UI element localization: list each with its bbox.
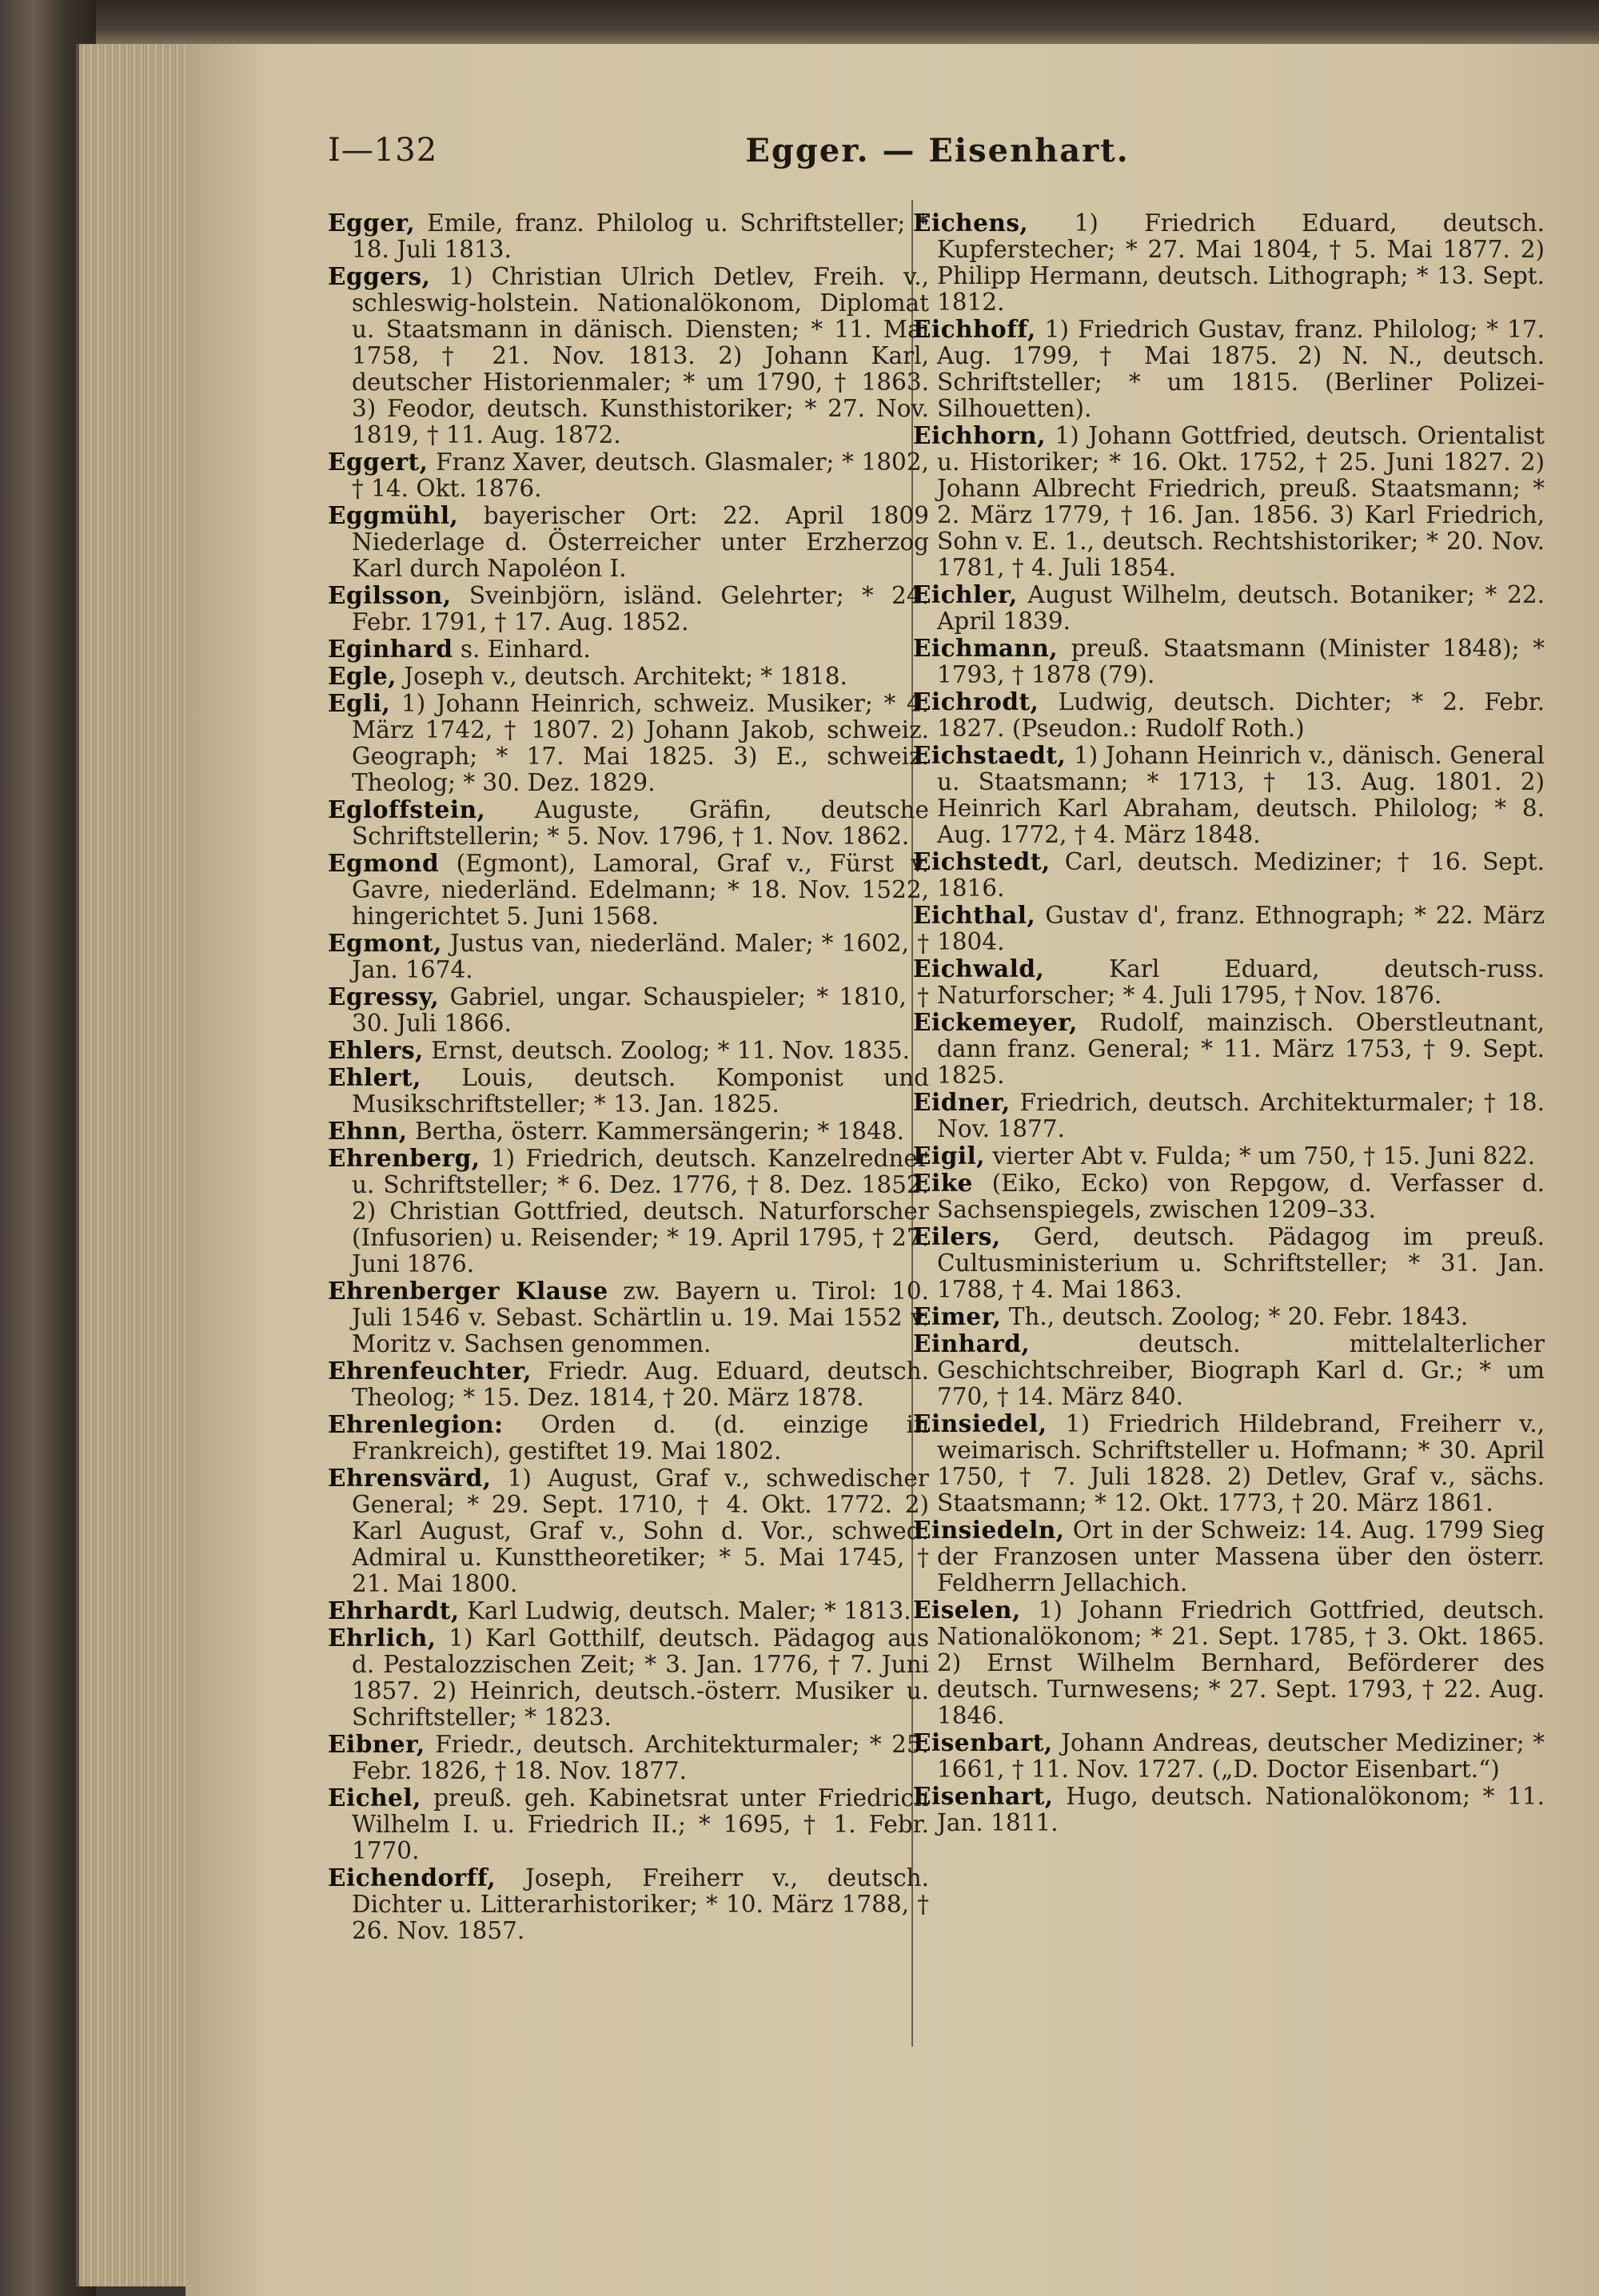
entry-headword: Egle, bbox=[328, 662, 397, 690]
dictionary-entry bbox=[913, 422, 1545, 581]
entry-text: Karl Eduard, deutsch-russ. Naturforscher; * 4. Juli 1795, † Nov. 1876. bbox=[937, 955, 1545, 1009]
entry-text: Ludwig, deutsch. Dichter; * 2. Febr. 1827. (Pseudon.: Rudolf Roth.) bbox=[937, 688, 1545, 742]
entry-headword: Egmont, bbox=[328, 929, 442, 957]
dictionary-entry bbox=[913, 1303, 1545, 1330]
left-column bbox=[328, 209, 929, 1944]
dictionary-entry bbox=[913, 1170, 1545, 1223]
entry-headword: Einsiedeln, bbox=[913, 1516, 1065, 1544]
entry-text: 1) Friedrich, deutsch. Kanzelredner u. Schriftsteller; * 6. Dez. 1776, † 8. Dez. 1852. 2) Christian Gottfried, deutsch. Naturforscher (Infusorien) u. Reisender; * 19. April 1795, † 27. Juni 1876. bbox=[352, 1145, 929, 1278]
entry-text: 1) Johann Heinrich, schweiz. Musiker; * 4. März 1742, † 1807. 2) Johann Jakob, schweiz. Geograph; * 17. Mai 1825. 3) E., schweiz. Theolog; * 30. Dez. 1829. bbox=[352, 690, 929, 796]
page-edges bbox=[76, 44, 191, 2286]
entry-headword: Einhard, bbox=[913, 1329, 1031, 1357]
entry-headword: Egressy, bbox=[328, 983, 440, 1010]
entry-text: Joseph, Freiherr v., deutsch. Dichter u. Litterarhistoriker; * 10. März 1788, † 26. Nov. 1857. bbox=[352, 1864, 929, 1944]
entry-headword: Eggert, bbox=[328, 448, 429, 476]
dictionary-entry bbox=[328, 1064, 929, 1118]
entry-text: 1) Johann Friedrich Gottfried, deutsch. Nationalökonom; * 21. Sept. 1785, † 3. Okt. 1865. 2) Ernst Wilhelm Bernhard, Beförderer des deutsch. Turnwesens; * 27. Sept. 1793, † 22. Aug. 1846. bbox=[937, 1596, 1545, 1729]
entry-headword: Eichwald, bbox=[913, 955, 1045, 983]
dictionary-entry bbox=[913, 1729, 1545, 1783]
entry-text: Ernst, deutsch. Zoolog; * 11. Nov. 1835. bbox=[431, 1037, 911, 1064]
dictionary-entry bbox=[913, 1009, 1545, 1089]
dictionary-entry bbox=[913, 955, 1545, 1009]
entry-headword: Eisenbart, bbox=[913, 1728, 1053, 1756]
dictionary-entry bbox=[913, 1330, 1545, 1410]
entry-headword: Eimer, bbox=[913, 1302, 1002, 1330]
entry-text: Justus van, niederländ. Maler; * 1602, † Jan. 1674. bbox=[352, 930, 929, 983]
entry-headword: Egloffstein, bbox=[328, 795, 486, 823]
dictionary-entry bbox=[913, 581, 1545, 635]
entry-text: zw. Bayern u. Tirol: 10. Juli 1546 v. Sebast. Schärtlin u. 19. Mai 1552 v. Moritz v. Sachsen genommen. bbox=[352, 1278, 930, 1357]
dictionary-entry bbox=[328, 209, 929, 263]
entry-text: s. Einhard. bbox=[460, 636, 591, 663]
entry-headword: Eichhorn, bbox=[913, 421, 1046, 449]
entry-text: 1) Johann Heinrich v., dänisch. General u. Staatsmann; * 1713, † 13. Aug. 1801. 2) Heinrich Karl Abraham, deutsch. Philolog; * 8. Aug. 1772, † 4. März 1848. bbox=[937, 742, 1545, 848]
entry-text: Friedr., deutsch. Architekturmaler; * 25. Febr. 1826, † 18. Nov. 1877. bbox=[352, 1731, 929, 1784]
entry-headword: Ehrlich, bbox=[328, 1624, 437, 1652]
dictionary-entry bbox=[328, 1465, 929, 1597]
entry-headword: Eisenhart, bbox=[913, 1782, 1054, 1810]
dictionary-entry bbox=[328, 983, 929, 1037]
entry-text: 1) Friedrich Eduard, deutsch. Kupferstecher; * 27. Mai 1804, † 5. Mai 1877. 2) Philipp Hermann, deutsch. Lithograph; * 13. Sept. 1812. bbox=[937, 209, 1545, 316]
entry-text: preuß. geh. Kabinetsrat unter Friedrich Wilhelm I. u. Friedrich II.; * 1695, † 1. Febr. 1770. bbox=[352, 1784, 929, 1864]
entry-headword: Ehrenfeuchter, bbox=[328, 1357, 532, 1385]
entry-text: Hugo, deutsch. Nationalökonom; * 11. Jan. 1811. bbox=[937, 1783, 1545, 1836]
entry-headword: Eike bbox=[913, 1169, 973, 1197]
dictionary-entry bbox=[328, 448, 929, 502]
dictionary-entry bbox=[328, 1597, 929, 1624]
entry-headword: Egmond bbox=[328, 849, 440, 877]
dictionary-entry bbox=[913, 316, 1545, 422]
entry-headword: Eickemeyer, bbox=[913, 1008, 1078, 1036]
entry-headword: Ehlert, bbox=[328, 1063, 421, 1091]
entry-headword: Ehrenberg, bbox=[328, 1144, 480, 1172]
entry-text: Gerd, deutsch. Pädagog im preuß. Cultusministerium u. Schriftsteller; * 31. Jan. 1788, † 4. Mai 1863. bbox=[937, 1223, 1545, 1303]
dictionary-entry bbox=[328, 930, 929, 983]
entry-text: 1) Friedrich Gustav, franz. Philolog; * 17. Aug. 1799, † Mai 1875. 2) N. N., deutsch. Schriftsteller; * um 1815. (Berliner Polizei-Silhouetten). bbox=[937, 316, 1545, 422]
entry-headword: Eggers, bbox=[328, 262, 431, 290]
entry-text: Gustav d', franz. Ethnograph; * 22. März 1804. bbox=[937, 902, 1545, 955]
page-header bbox=[328, 132, 1547, 180]
entry-headword: Egilsson, bbox=[328, 581, 452, 609]
entry-text: 1) August, Graf v., schwedischer General; * 29. Sept. 1710, † 4. Okt. 1772. 2) Karl August, Graf v., Sohn d. Vor., schwed. Admiral u. Kunsttheoretiker; * 5. Mai 1745, † 21. Mai 1800. bbox=[352, 1465, 929, 1597]
dictionary-entry bbox=[328, 1624, 929, 1731]
entry-text: Friedr. Aug. Eduard, deutsch. Theolog; * 15. Dez. 1814, † 20. März 1878. bbox=[352, 1357, 929, 1411]
dictionary-entry bbox=[913, 1410, 1545, 1517]
dictionary-entry bbox=[328, 1118, 929, 1145]
entry-text: 1) Christian Ulrich Detlev, Freih. v., schleswig-holstein. Nationalökonom, Diplomat u. Staatsmann in dänisch. Diensten; * 11. Mai 1758, † 21. Nov. 1813. 2) Johann Karl, deutscher Historienmaler; * um 1790, † 1863. 3) Feodor, deutsch. Kunsthistoriker; * 27. Nov. 1819, † 11. Aug. 1872. bbox=[352, 263, 929, 448]
entry-headword: Eigil, bbox=[913, 1142, 986, 1170]
entry-text: Johann Andreas, deutscher Mediziner; * 1661, † 11. Nov. 1727. („D. Doctor Eisenbart.“) bbox=[937, 1729, 1545, 1783]
right-column bbox=[913, 209, 1545, 1836]
entry-text: (Eiko, Ecko) von Repgow, d. Verfasser d. Sachsenspiegels, zwischen 1209–33. bbox=[937, 1170, 1545, 1223]
entry-headword: Eichstaedt, bbox=[913, 741, 1067, 769]
entry-text: Karl Ludwig, deutsch. Maler; * 1813. bbox=[467, 1597, 911, 1624]
entry-headword: Eichendorff, bbox=[328, 1864, 496, 1891]
entry-headword: Eichmann, bbox=[913, 634, 1059, 662]
entry-text: Bertha, österr. Kammersängerin; * 1848. bbox=[415, 1118, 904, 1145]
dictionary-entry bbox=[328, 663, 929, 690]
dictionary-entry bbox=[913, 1517, 1545, 1596]
entry-text: Ort in der Schweiz: 14. Aug. 1799 Sieg der Franzosen unter Massena über den österr. Feldherrn Jellachich. bbox=[937, 1517, 1545, 1596]
entry-text: vierter Abt v. Fulda; * um 750, † 15. Juni 822. bbox=[992, 1142, 1536, 1170]
entry-text: Louis, deutsch. Komponist und Musikschriftsteller; * 13. Jan. 1825. bbox=[352, 1064, 929, 1118]
entry-headword: Eichhoff, bbox=[913, 315, 1036, 343]
entry-text: Gabriel, ungar. Schauspieler; * 1810, † 30. Juli 1866. bbox=[352, 983, 929, 1037]
entry-text: 1) Karl Gotthilf, deutsch. Pädagog aus d. Pestalozzischen Zeit; * 3. Jan. 1776, † 7. Juni 1857. 2) Heinrich, deutsch.-österr. Musiker u. Schriftsteller; * 1823. bbox=[352, 1624, 929, 1731]
dictionary-entry bbox=[913, 902, 1545, 955]
dictionary-entry bbox=[328, 850, 929, 930]
entry-text: Franz Xaver, deutsch. Glasmaler; * 1802, † 14. Okt. 1876. bbox=[352, 448, 929, 502]
dictionary-entry bbox=[328, 1278, 929, 1357]
dictionary-entry bbox=[328, 502, 929, 582]
dictionary-entry bbox=[913, 848, 1545, 902]
entry-text: Rudolf, mainzisch. Oberstleutnant, dann franz. General; * 11. März 1753, † 9. Sept. 1825. bbox=[937, 1009, 1545, 1089]
entry-headword: Eichler, bbox=[913, 580, 1018, 608]
entry-headword: Eichthal, bbox=[913, 901, 1036, 929]
entry-text: deutsch. mittelalterlicher Geschichtschreiber, Biograph Karl d. Gr.; * um 770, † 14. März 840. bbox=[937, 1330, 1545, 1410]
dictionary-entry bbox=[328, 796, 929, 850]
entry-headword: Ehrenlegion: bbox=[328, 1410, 504, 1438]
entry-text: Auguste, Gräfin, deutsche Schriftstellerin; * 5. Nov. 1796, † 1. Nov. 1862. bbox=[352, 796, 929, 850]
page-number: I—132 bbox=[328, 132, 438, 169]
entry-headword: Ehrensvärd, bbox=[328, 1464, 492, 1492]
dictionary-entry bbox=[328, 636, 929, 663]
entry-headword: Egli, bbox=[328, 689, 391, 717]
entry-text: (Egmont), Lamoral, Graf v., Fürst v. Gavre, niederländ. Edelmann; * 18. Nov. 1522, hingerichtet 5. Juni 1568. bbox=[352, 850, 929, 930]
entry-headword: Eichrodt, bbox=[913, 688, 1039, 716]
dictionary-entry bbox=[328, 1145, 929, 1278]
dictionary-entry bbox=[913, 1783, 1545, 1836]
entry-headword: Eibner, bbox=[328, 1730, 425, 1758]
dictionary-entry bbox=[913, 688, 1545, 742]
entry-text: bayerischer Ort: 22. April 1809 Niederlage d. Österreicher unter Erzherzog Karl durch Napoléon I. bbox=[352, 502, 929, 582]
entry-text: Carl, deutsch. Mediziner; † 16. Sept. 1816. bbox=[937, 848, 1545, 902]
dictionary-entry bbox=[328, 263, 929, 448]
entry-text: preuß. Staatsmann (Minister 1848); * 1793, † 1878 (79). bbox=[937, 635, 1545, 688]
dictionary-entry bbox=[328, 1784, 929, 1864]
entry-headword: Eichstedt, bbox=[913, 847, 1051, 875]
entry-headword: Ehrenberger Klause bbox=[328, 1277, 608, 1305]
dictionary-entry bbox=[913, 1142, 1545, 1170]
dictionary-entry bbox=[328, 1864, 929, 1944]
entry-text: August Wilhelm, deutsch. Botaniker; * 22. April 1839. bbox=[937, 581, 1545, 635]
dictionary-entry bbox=[328, 1731, 929, 1784]
dictionary-entry bbox=[913, 635, 1545, 688]
dictionary-entry bbox=[328, 690, 929, 796]
entry-headword: Eginhard bbox=[328, 635, 453, 663]
entry-text: 1) Johann Gottfried, deutsch. Orientalist u. Historiker; * 16. Okt. 1752, † 25. Juni 1827. 2) Johann Albrecht Friedrich, preuß. Staatsmann; * 2. März 1779, † 16. Jan. 1856. 3) Karl Friedrich, Sohn v. E. 1., deutsch. Rechtshistoriker; * 20. Nov. 1781, † 4. Juli 1854. bbox=[937, 422, 1545, 581]
entry-headword: Ehlers, bbox=[328, 1036, 424, 1064]
dictionary-entry bbox=[913, 1223, 1545, 1303]
entry-headword: Eggmühl, bbox=[328, 501, 459, 529]
entry-text: Th., deutsch. Zoolog; * 20. Febr. 1843. bbox=[1008, 1303, 1469, 1330]
dictionary-entry bbox=[328, 1411, 929, 1465]
dictionary-entry bbox=[913, 1089, 1545, 1142]
book-cover-top bbox=[0, 0, 1599, 48]
dictionary-entry bbox=[913, 742, 1545, 848]
entry-text: Friedrich, deutsch. Architekturmaler; † 18. Nov. 1877. bbox=[937, 1089, 1545, 1142]
entry-headword: Ehrhardt, bbox=[328, 1596, 460, 1624]
running-title: Egger. — Eisenhart. bbox=[745, 132, 1130, 169]
entry-headword: Egger, bbox=[328, 209, 416, 237]
entry-headword: Eilers, bbox=[913, 1222, 1001, 1250]
entry-headword: Einsiedel, bbox=[913, 1409, 1047, 1437]
entry-text: Sveinbjörn, isländ. Gelehrter; * 24. Febr. 1791, † 17. Aug. 1852. bbox=[352, 582, 929, 636]
entry-headword: Ehnn, bbox=[328, 1117, 408, 1145]
entry-text: Orden d. (d. einzige in Frankreich), gestiftet 19. Mai 1802. bbox=[352, 1411, 929, 1465]
dictionary-entry bbox=[913, 1596, 1545, 1729]
entry-text: Emile, franz. Philolog u. Schriftsteller; * 18. Juli 1813. bbox=[352, 209, 929, 263]
entry-text: Joseph v., deutsch. Architekt; * 1818. bbox=[404, 663, 847, 690]
entry-headword: Eiselen, bbox=[913, 1596, 1021, 1624]
entry-headword: Eichel, bbox=[328, 1784, 421, 1812]
dictionary-entry bbox=[913, 209, 1545, 316]
entry-text: 1) Friedrich Hildebrand, Freiherr v., weimarisch. Schriftsteller u. Hofmann; * 30. April 1750, † 7. Juli 1828. 2) Detlev, Graf v., sächs. Staatsmann; * 12. Okt. 1773, † 20. März 1861. bbox=[937, 1410, 1545, 1517]
entry-headword: Eichens, bbox=[913, 209, 1029, 237]
dictionary-entry bbox=[328, 582, 929, 636]
dictionary-entry bbox=[328, 1037, 929, 1064]
entry-headword: Eidner, bbox=[913, 1088, 1011, 1116]
dictionary-entry bbox=[328, 1357, 929, 1411]
